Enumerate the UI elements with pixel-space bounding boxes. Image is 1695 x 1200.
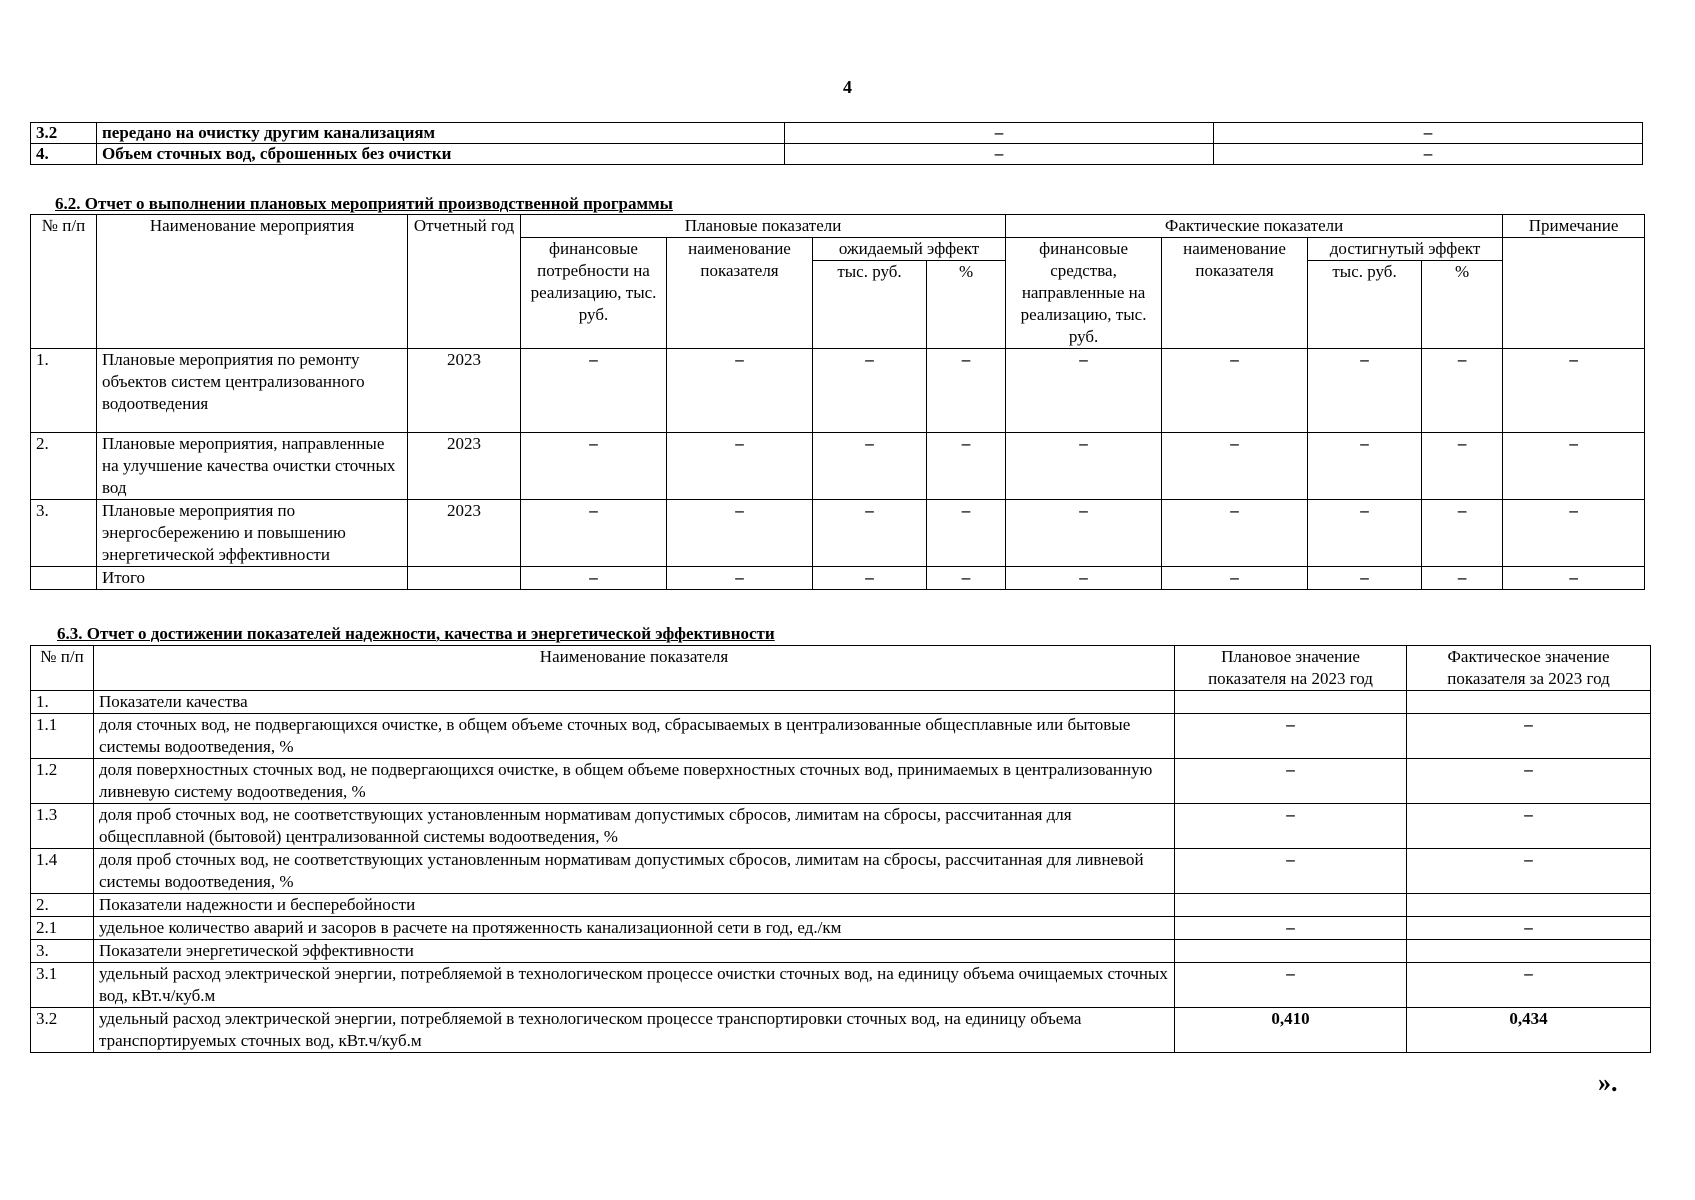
row-value: – [667,500,813,567]
row-name: доля проб сточных вод, не соответствующих установленным нормативам допустимых сбросов, лимитам на сбросы, рассчитанная для общесплавной (бытовой) централизованной системы водоотведения, % [94,804,1175,849]
row-actual: – [1407,963,1651,1008]
row-plan: 0,410 [1175,1008,1407,1053]
row-value: – [927,433,1006,500]
row-value: – [1422,433,1503,500]
row-plan [1175,894,1407,917]
table-row [31,759,1651,804]
row-number: 1.2 [31,759,94,804]
row-name: удельный расход электрической энергии, потребляемой в технологическом процессе транспортировки сточных вод, на единицу объема транспортируемых сточных вод, кВт.ч/куб.м [94,1008,1175,1053]
header-actual: Фактические показатели [1006,215,1503,238]
planned-measures-table [30,214,1645,590]
row-name: доля проб сточных вод, не соответствующих установленным нормативам допустимых сбросов, лимитам на сбросы, рассчитанная для ливневой системы водоотведения, % [94,849,1175,894]
closing-mark: ». [1598,1068,1618,1097]
header-actual: Фактическое значение показателя за 2023 год [1407,646,1651,691]
header-name: Наименование показателя [94,646,1175,691]
table-row [31,804,1651,849]
row-name: Плановые мероприятия по энергосбережению и повышению энергетической эффективности [97,500,408,567]
header-percent-actual: % [1422,261,1503,349]
row-value: – [521,349,667,433]
row-number: 1.3 [31,804,94,849]
row-number: 3.1 [31,963,94,1008]
row-actual [1407,894,1651,917]
row-year: 2023 [408,500,521,567]
header-percent-plan: % [927,261,1006,349]
row-value: – [667,349,813,433]
row-actual: – [1407,714,1651,759]
total-value: – [927,567,1006,590]
row-actual: – [1407,849,1651,894]
header-num: № п/п [31,215,97,349]
page-number: 4 [843,77,852,97]
row-value: – [1006,349,1162,433]
row-actual: – [1407,804,1651,849]
row-value: – [1162,349,1308,433]
header-planned: Плановые показатели [521,215,1006,238]
total-value: – [521,567,667,590]
row-plan: – [1175,849,1407,894]
table-row [31,144,1643,165]
row-value: – [1214,123,1643,144]
row-name: передано на очистку другим канализациям [97,123,785,144]
row-value: – [1422,349,1503,433]
row-plan [1175,691,1407,714]
row-value: – [927,500,1006,567]
row-value: – [785,123,1214,144]
row-value: – [1503,500,1645,567]
row-value: – [813,500,927,567]
row-value: – [1422,500,1503,567]
row-plan: – [1175,759,1407,804]
row-name: Показатели надежности и бесперебойности [94,894,1175,917]
table-row [31,894,1651,917]
row-plan [1175,940,1407,963]
table-row [31,500,1645,567]
row-number: 3. [31,500,97,567]
table-row [31,433,1645,500]
volume-table [30,122,1643,165]
row-plan: – [1175,714,1407,759]
header-thous-rub-actual: тыс. руб. [1308,261,1422,349]
header-indicator-name-actual: наименование показателя [1162,238,1308,349]
header-note-empty [1503,238,1645,349]
row-number: 3. [31,940,94,963]
row-value: – [1006,433,1162,500]
total-value: – [813,567,927,590]
row-value: – [1308,349,1422,433]
table-row [31,123,1643,144]
row-actual: – [1407,917,1651,940]
row-plan: – [1175,917,1407,940]
row-number: 2.1 [31,917,94,940]
header-fin-means: финансовые средства, направленные на реализацию, тыс. руб. [1006,238,1162,349]
header-name: Наименование мероприятия [97,215,408,349]
header-thous-rub-plan: тыс. руб. [813,261,927,349]
header-fin-needs: финансовые потребности на реализацию, тыс. руб. [521,238,667,349]
row-value: – [1503,433,1645,500]
row-name: удельное количество аварий и засоров в расчете на протяженность канализационной сети в год, ед./км [94,917,1175,940]
total-label: Итого [97,567,408,590]
header-plan: Плановое значение показателя на 2023 год [1175,646,1407,691]
table-row [31,1008,1651,1053]
row-value: – [813,349,927,433]
row-number: 2. [31,433,97,500]
row-value: – [521,500,667,567]
row-number: 1. [31,349,97,433]
header-indicator-name-plan: наименование показателя [667,238,813,349]
row-name: Плановые мероприятия, направленные на улучшение качества очистки сточных вод [97,433,408,500]
table-row [31,349,1645,433]
total-value: – [1006,567,1162,590]
row-name: доля поверхностных сточных вод, не подвергающихся очистке, в общем объеме поверхностных сточных вод, принимаемых в централизованную ливневую систему водоотведения, % [94,759,1175,804]
total-value: – [667,567,813,590]
row-value: – [927,349,1006,433]
total-value: – [1422,567,1503,590]
row-year: 2023 [408,349,521,433]
row-actual [1407,691,1651,714]
header-num: № п/п [31,646,94,691]
indicators-table [30,645,1651,1053]
total-value: – [1162,567,1308,590]
row-actual: – [1407,759,1651,804]
row-value: – [1214,144,1643,165]
row-actual: 0,434 [1407,1008,1651,1053]
row-number: 2. [31,894,94,917]
row-value: – [1006,500,1162,567]
header-achieved-effect: достигнутый эффект [1308,238,1503,261]
row-name: Показатели качества [94,691,1175,714]
table-row [31,691,1651,714]
row-value: – [667,433,813,500]
row-value: – [1162,433,1308,500]
row-number: 3.2 [31,123,97,144]
row-name: Показатели энергетической эффективности [94,940,1175,963]
row-value: – [1308,500,1422,567]
row-number: 4. [31,144,97,165]
row-value: – [521,433,667,500]
row-value: – [1162,500,1308,567]
row-number: 1. [31,691,94,714]
table-row [31,849,1651,894]
row-plan: – [1175,963,1407,1008]
total-row [31,567,1645,590]
table-row [31,940,1651,963]
section-6-3-title: 6.3. Отчет о достижении показателей надежности, качества и энергетической эффективности [57,624,775,643]
row-year: 2023 [408,433,521,500]
row-plan: – [1175,804,1407,849]
section-6-2-title: 6.2. Отчет о выполнении плановых мероприятий производственной программы [55,194,673,213]
row-number: 1.4 [31,849,94,894]
row-number: 3.2 [31,1008,94,1053]
header-note: Примечание [1503,215,1645,238]
row-number: 1.1 [31,714,94,759]
header-year: Отчетный год [408,215,521,349]
table-row [31,963,1651,1008]
row-value: – [785,144,1214,165]
row-name: удельный расход электрической энергии, потребляемой в технологическом процессе очистки сточных вод, на единицу объема очищаемых сточных вод, кВт.ч/куб.м [94,963,1175,1008]
table-row [31,714,1651,759]
total-value: – [1503,567,1645,590]
row-name: Объем сточных вод, сброшенных без очистки [97,144,785,165]
row-actual [1407,940,1651,963]
total-year [408,567,521,590]
row-name: доля сточных вод, не подвергающихся очистке, в общем объеме сточных вод, сбрасываемых в централизованные общесплавные или бытовые системы водоотведения, % [94,714,1175,759]
row-name: Плановые мероприятия по ремонту объектов систем централизованного водоотведения [97,349,408,433]
row-value: – [813,433,927,500]
total-number [31,567,97,590]
header-expected-effect: ожидаемый эффект [813,238,1006,261]
total-value: – [1308,567,1422,590]
row-value: – [1308,433,1422,500]
row-value: – [1503,349,1645,433]
table-row [31,917,1651,940]
